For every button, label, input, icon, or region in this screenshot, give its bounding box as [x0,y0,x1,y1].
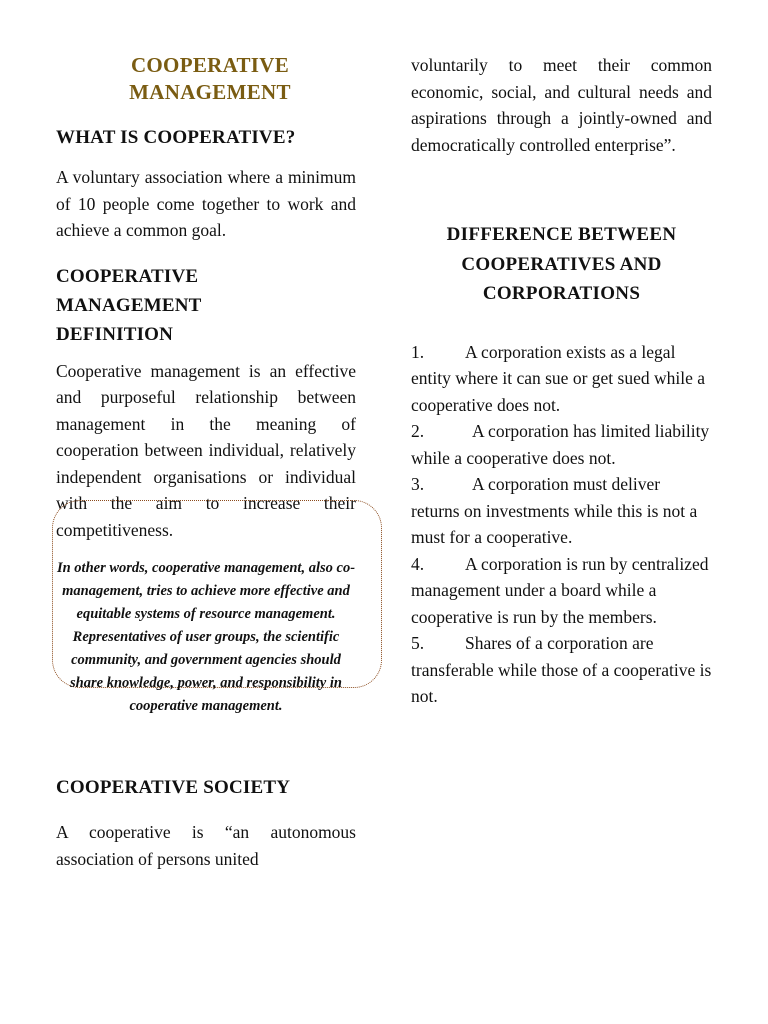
what-is-cooperative-heading: WHAT IS COOPERATIVE? [56,127,296,148]
list-item [411,339,712,419]
cooperative-society-text-continued: voluntarily to meet their common economic, social, and cultural needs and aspirations through a jointly-owned and democratically controlled enterprise”. [411,55,712,155]
differences-list [411,339,712,710]
list-item-text: A corporation is run by centralized management under a board while a cooperative is run by the members. [411,553,709,627]
definition-heading: COOPERATIVE MANAGEMENT DEFINITION [56,265,202,345]
document-title: COOPERATIVE MANAGEMENT [129,53,291,104]
list-item-text: A corporation must deliver returns on investments while this is not a must for a cooperative. [411,474,698,547]
list-item-number: 1. [411,341,425,362]
list-item-number: 3. [411,474,425,494]
what-is-cooperative-text: A voluntary association where a minimum of 10 people come together to work and achieve a common goal. [56,167,356,240]
list-item [411,471,712,551]
quote-box [56,553,356,763]
definition-text: Cooperative management is an effective and purposeful relationship between management in the meaning of cooperation between individual, relatively independent organisations or individual with the aim to increase their competitiveness. [56,360,356,540]
list-item-number: 4. [411,553,425,574]
list-item-number: 5. [411,633,425,653]
list-item [411,418,712,471]
list-item [411,551,712,631]
cooperative-society-text: A cooperative is “an autonomous association of persons united [56,822,356,869]
cooperative-society-heading: COOPERATIVE SOCIETY [56,777,291,798]
list-item-text: Shares of a corporation are transferable while those of a cooperative is not. [411,633,712,706]
list-item-text: A corporation exists as a legal entity where it can sue or get sued while a cooperative does not. [411,341,705,415]
right-column [411,52,712,710]
quote-text: In other words, cooperative management, also co-management, tries to achieve more effective and equitable systems of resource management. Representatives of user groups, the scientific community, and government agencies should share knowledge, power, and responsibility in cooperative management. [56,560,356,714]
list-item [411,630,712,710]
list-item-number: 2. [411,421,425,441]
difference-heading: DIFFERENCE BETWEEN COOPERATIVES AND CORPORATIONS [446,224,677,304]
list-item-text: A corporation has limited liability while a cooperative does not. [411,421,710,468]
left-column [56,52,356,872]
